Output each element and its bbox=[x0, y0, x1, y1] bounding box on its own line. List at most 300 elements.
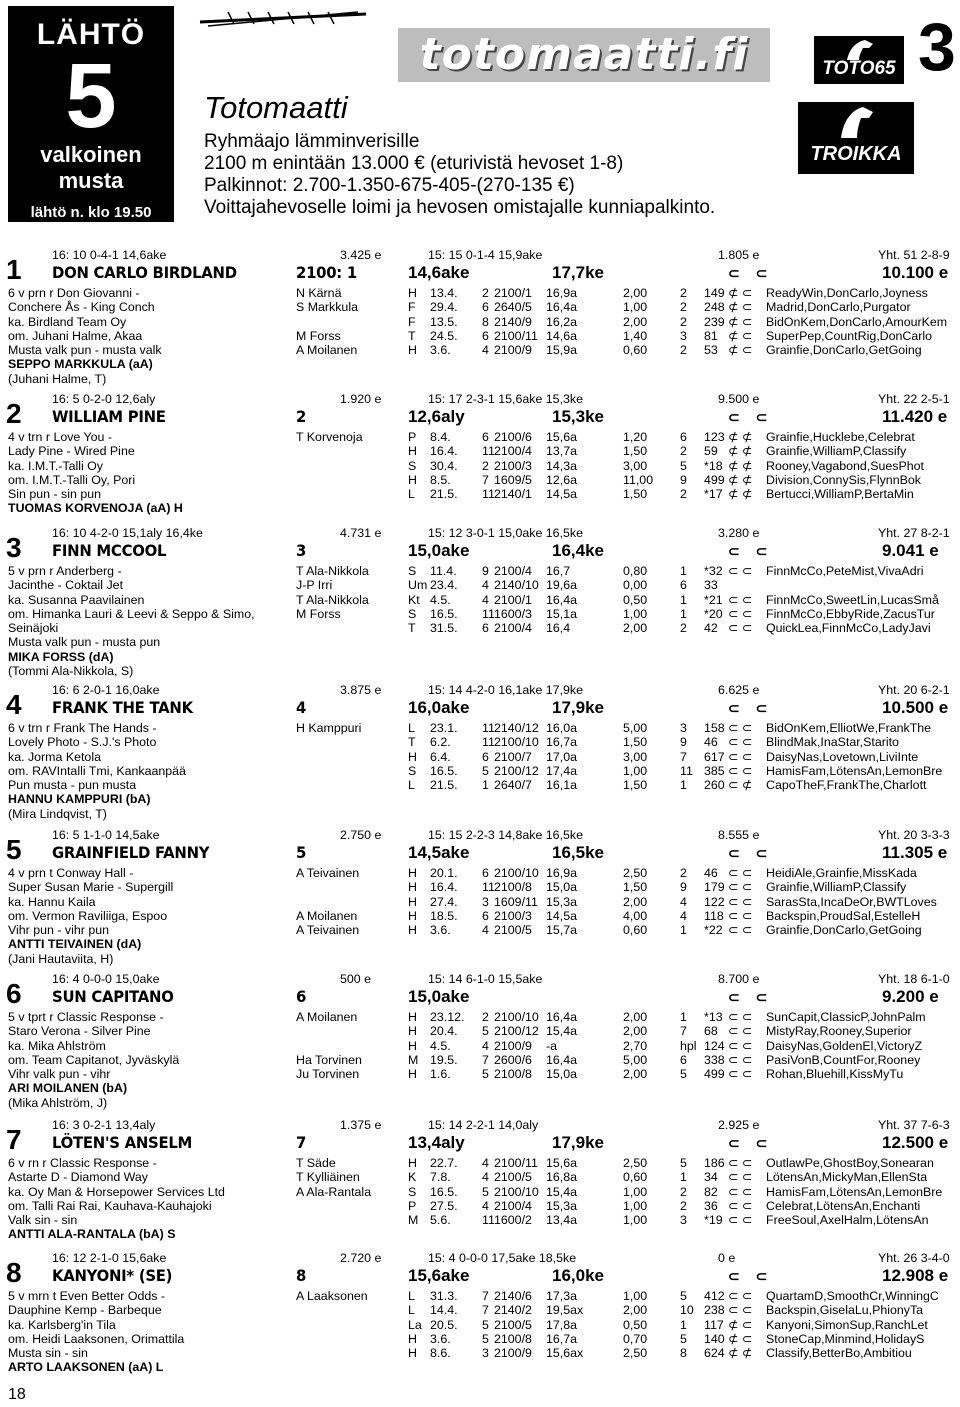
start-top: Grainfie,DonCarlo,GetGoing bbox=[766, 923, 922, 938]
start-prize: 248 bbox=[704, 300, 725, 315]
total-earnings: 9.041 e bbox=[882, 541, 939, 560]
start-row bbox=[0, 1303, 960, 1317]
start-eq: ⊄ ⊂ bbox=[728, 314, 753, 329]
start-place: 2 bbox=[680, 286, 687, 300]
start-time: 14,5a bbox=[546, 908, 578, 923]
horse-detail-line: Lady Pine - Wired Pine bbox=[8, 444, 135, 459]
start-track: P bbox=[408, 430, 417, 444]
start-driver: A Moilanen bbox=[296, 343, 358, 358]
start-time: 17,8a bbox=[546, 1317, 578, 1332]
total-earnings: 11.305 e bbox=[882, 843, 948, 862]
start-track: S bbox=[408, 564, 417, 578]
start-post: 11 bbox=[482, 1213, 495, 1228]
start-dist: 2100/12 bbox=[494, 763, 539, 778]
start-prize: *22 bbox=[704, 923, 723, 938]
start-track: Um bbox=[408, 578, 428, 593]
stats-2015: 15: 14 6-1-0 15,5ake bbox=[428, 972, 543, 986]
start-post: 6 bbox=[482, 621, 489, 636]
recent-starts bbox=[0, 286, 960, 357]
start-prize: 186 bbox=[704, 1156, 725, 1170]
start-post: 11 bbox=[482, 735, 495, 750]
recent-starts bbox=[0, 1156, 960, 1227]
start-place: 5 bbox=[680, 1331, 687, 1346]
stats-2016: 16: 3 0-2-1 13,4aly bbox=[52, 1118, 156, 1132]
start-row bbox=[0, 721, 960, 735]
start-row bbox=[0, 1332, 960, 1346]
start-place: 3 bbox=[680, 721, 687, 735]
stats-2015: 15: 14 4-2-0 16,1ake 17,9ke bbox=[428, 683, 583, 697]
driver-name: MIKA FORSS (dA) bbox=[8, 649, 114, 664]
race-color-2: musta bbox=[58, 168, 124, 193]
career-total: Yht. 51 2-8-9 bbox=[878, 248, 950, 262]
start-track: H bbox=[408, 1067, 417, 1082]
start-track: T bbox=[408, 621, 416, 636]
recent-starts bbox=[0, 721, 960, 792]
start-date: 16.5. bbox=[430, 1184, 458, 1199]
start-row bbox=[0, 1010, 960, 1024]
driver-name: ARTO LAAKSONEN (aA) L bbox=[8, 1360, 164, 1375]
start-eq: ⊂ ⊂ bbox=[728, 1024, 753, 1039]
start-post: 5 bbox=[482, 1067, 489, 1082]
start-time: 14,5a bbox=[546, 487, 578, 502]
start-top: Grainfie,DonCarlo,GetGoing bbox=[766, 343, 922, 358]
start-date: 30.4. bbox=[430, 458, 458, 473]
start-number: 8 bbox=[6, 1257, 22, 1288]
start-place: 5 bbox=[680, 1067, 687, 1082]
start-top: FinnMcCo,SweetLin,LucasSmå bbox=[766, 592, 939, 607]
start-dist: 2100/11 bbox=[494, 328, 538, 343]
start-driver: J-P Irri bbox=[296, 578, 333, 593]
start-prize: 117 bbox=[704, 1317, 724, 1332]
post-position: 3 bbox=[296, 541, 307, 560]
start-odds: 3,00 bbox=[623, 749, 648, 764]
start-driver: T Kylliäinen bbox=[296, 1170, 360, 1185]
start-row bbox=[0, 1289, 960, 1303]
start-odds: 0,00 bbox=[623, 578, 648, 593]
start-row bbox=[0, 1213, 960, 1227]
horse-detail-line: ka. Oy Man & Horsepower Services Ltd bbox=[8, 1184, 225, 1199]
start-date: 4.5. bbox=[430, 592, 451, 607]
start-odds: 1,50 bbox=[623, 778, 648, 793]
total-earnings: 10.100 e bbox=[882, 263, 949, 282]
start-track: H bbox=[408, 749, 417, 764]
start-prize: 617 bbox=[704, 749, 725, 764]
start-track: L bbox=[408, 1303, 415, 1318]
start-eq: ⊂ ⊂ bbox=[728, 1156, 753, 1170]
start-row bbox=[0, 315, 960, 329]
start-top: HamisFam,LötensAn,LemonBre bbox=[766, 763, 943, 778]
start-row bbox=[0, 778, 960, 792]
start-time: 17,3a bbox=[546, 1289, 578, 1303]
horse-head-icon bbox=[831, 104, 881, 140]
start-eq: ⊂ ⊂ bbox=[728, 1010, 753, 1024]
horse-detail-line: Staro Verona - Silver Pine bbox=[8, 1024, 151, 1039]
start-prize: 42 bbox=[704, 621, 718, 636]
start-dist: 1600/2 bbox=[494, 1213, 532, 1228]
horse-detail-line: ka. Birdland Team Oy bbox=[8, 314, 127, 329]
start-track: H bbox=[408, 1010, 417, 1024]
start-prize: 82 bbox=[704, 1184, 718, 1199]
start-eq: ⊄ ⊄ bbox=[728, 430, 753, 444]
start-post: 2 bbox=[482, 1010, 489, 1024]
start-row bbox=[0, 578, 960, 592]
start-date: 20.5. bbox=[430, 1317, 458, 1332]
start-top: PasiVonB,CountFor,Rooney bbox=[766, 1052, 921, 1067]
start-eq: ⊄ ⊄ bbox=[728, 472, 753, 487]
horse-detail-line: om. Team Capitanot, Jyväskylä bbox=[8, 1052, 180, 1067]
career-total: Yht. 22 2-5-1 bbox=[878, 392, 950, 406]
start-track: L bbox=[408, 1289, 415, 1303]
start-eq: ⊂ ⊂ bbox=[728, 1170, 753, 1185]
start-dist: 2100/8 bbox=[494, 1067, 532, 1082]
start-track: T bbox=[408, 735, 416, 750]
start-date: 6.2. bbox=[430, 735, 451, 750]
start-driver: N Kärnä bbox=[296, 286, 342, 300]
start-row bbox=[0, 564, 960, 578]
horse-name: GRAINFIELD FANNY bbox=[52, 843, 210, 862]
start-date: 11.4. bbox=[430, 564, 457, 578]
start-date: 31.5. bbox=[430, 621, 458, 636]
horse-detail-line: (Mika Ahlström, J) bbox=[8, 1095, 108, 1110]
start-driver: A Laaksonen bbox=[296, 1289, 368, 1303]
recent-starts bbox=[0, 1289, 960, 1360]
start-prize: 123 bbox=[704, 430, 725, 444]
start-top: CapoTheF,FrankThe,Charlott bbox=[766, 778, 927, 793]
start-track: H bbox=[408, 343, 417, 358]
start-prize: *18 bbox=[704, 458, 723, 473]
start-dist: 2100/9 bbox=[494, 1038, 532, 1053]
start-place: 4 bbox=[680, 894, 687, 909]
start-date: 16.5. bbox=[430, 763, 458, 778]
start-dist: 2140/6 bbox=[494, 1289, 532, 1303]
toto65-logo bbox=[814, 36, 904, 84]
start-date: 27.5. bbox=[430, 1198, 458, 1213]
horse-entry bbox=[0, 683, 960, 823]
start-dist: 2100/10 bbox=[494, 1010, 539, 1024]
stats-2016: 16: 5 0-2-0 12,6aly bbox=[52, 392, 156, 406]
start-odds: 2,70 bbox=[623, 1038, 648, 1053]
earnings-2015: 1.805 e bbox=[718, 248, 760, 262]
stats-2015: 15: 14 2-2-1 14,0aly bbox=[428, 1118, 539, 1132]
start-odds: 2,00 bbox=[623, 1067, 648, 1082]
horse-name: SUN CAPITANO bbox=[52, 987, 174, 1006]
earnings-2015: 0 e bbox=[718, 1251, 736, 1265]
start-row bbox=[0, 329, 960, 343]
best-record-auto: 16,0ake bbox=[408, 698, 470, 717]
race-condition-line: Ryhmäajo lämminverisille bbox=[204, 131, 420, 152]
start-top: QuickLea,FinnMcCo,LadyJavi bbox=[766, 621, 931, 636]
start-prize: 179 bbox=[704, 880, 725, 895]
start-time: 12,6a bbox=[546, 472, 578, 487]
best-record-auto: 12,6aly bbox=[408, 407, 465, 426]
start-track: H bbox=[408, 894, 417, 909]
start-dist: 2140/2 bbox=[494, 1303, 532, 1318]
start-date: 21.5. bbox=[430, 487, 458, 502]
start-place: 2 bbox=[680, 300, 687, 315]
start-track: S bbox=[408, 1184, 417, 1199]
start-top: ReadyWin,DonCarlo,Joyness bbox=[766, 286, 928, 300]
start-top: Grainfie,Hucklebe,Celebrat bbox=[766, 430, 915, 444]
start-prize: 158 bbox=[704, 721, 725, 735]
start-top: SarasSta,IncaDeOr,BWTLoves bbox=[766, 894, 937, 909]
start-driver: A Teivainen bbox=[296, 923, 360, 938]
best-record-auto: 15,6ake bbox=[408, 1266, 470, 1285]
post-position: 8 bbox=[296, 1266, 307, 1285]
stats-2015: 15: 12 3-0-1 15,0ake 16,5ke bbox=[428, 526, 583, 540]
start-odds: 1,50 bbox=[623, 735, 648, 750]
start-number: 4 bbox=[6, 689, 22, 720]
best-record-volt: 17,7ke bbox=[552, 263, 604, 282]
driver-name: ANTTI TEIVAINEN (dA) bbox=[8, 937, 142, 952]
start-dist: 2640/5 bbox=[494, 300, 532, 315]
earnings-2015: 8.700 e bbox=[718, 972, 760, 986]
start-time: 16,2a bbox=[546, 314, 578, 329]
shoe-icons: ⊂ ⊂ bbox=[728, 265, 774, 281]
driver-name: ARI MOILANEN (bA) bbox=[8, 1081, 128, 1096]
start-row bbox=[0, 473, 960, 487]
start-odds: 1,50 bbox=[623, 487, 648, 502]
start-eq: ⊂ ⊂ bbox=[728, 1198, 753, 1213]
start-odds: 2,00 bbox=[623, 621, 648, 636]
start-odds: 11,00 bbox=[623, 472, 654, 487]
stats-2016: 16: 10 0-4-1 14,6ake bbox=[52, 248, 167, 262]
total-earnings: 12.500 e bbox=[882, 1133, 949, 1152]
start-odds: 0,80 bbox=[623, 564, 648, 578]
start-dist: 2100/8 bbox=[494, 1331, 532, 1346]
start-prize: 122 bbox=[704, 894, 725, 909]
start-track: H bbox=[408, 1331, 417, 1346]
horse-name: FINN MCCOOL bbox=[52, 541, 167, 560]
start-odds: 1,00 bbox=[623, 763, 648, 778]
stats-2015: 15: 17 2-3-1 15,6ake 15,3ke bbox=[428, 392, 583, 406]
start-eq: ⊂ ⊂ bbox=[728, 763, 753, 778]
start-dist: 2140/10 bbox=[494, 578, 539, 593]
start-place: 5 bbox=[680, 1156, 687, 1170]
start-top: Madrid,DonCarlo,Purgator bbox=[766, 300, 911, 315]
horse-detail-line: om. Talli Rai Rai, Kauhava-Kauhajoki bbox=[8, 1198, 212, 1213]
start-number: 3 bbox=[6, 532, 22, 563]
start-top: FinnMcCo,EbbyRide,ZacusTur bbox=[766, 606, 935, 621]
horse-head-icon bbox=[839, 38, 879, 62]
start-top: QuartamD,SmoothCr,WinningC bbox=[766, 1289, 939, 1303]
start-post: 4 bbox=[482, 1198, 489, 1213]
start-time: 15,0a bbox=[546, 1067, 578, 1082]
start-place: 8 bbox=[680, 1346, 687, 1361]
start-place: 1 bbox=[680, 592, 687, 607]
horse-detail-line: Musta valk pun - musta pun bbox=[8, 635, 161, 650]
start-track: H bbox=[408, 1346, 417, 1361]
start-time: 15,4a bbox=[546, 1184, 578, 1199]
start-dist: 2100/5 bbox=[494, 1317, 532, 1332]
start-top: Grainfie,WilliamP,Classify bbox=[766, 444, 907, 459]
start-row bbox=[0, 343, 960, 357]
start-odds: 0,60 bbox=[623, 1170, 648, 1185]
earnings-2015: 9.500 e bbox=[718, 392, 760, 406]
stats-2016: 16: 6 2-0-1 16,0ake bbox=[52, 683, 160, 697]
start-driver: T Ala-Nikkola bbox=[296, 564, 369, 578]
career-total: Yht. 20 6-2-1 bbox=[878, 683, 950, 697]
start-eq: ⊂ ⊂ bbox=[728, 621, 753, 636]
start-post: 6 bbox=[482, 300, 489, 315]
brand-title: Totomaatti bbox=[204, 90, 348, 125]
start-post: 6 bbox=[482, 749, 489, 764]
best-record-volt: 17,9ke bbox=[552, 1133, 604, 1152]
start-dist: 2140/12 bbox=[494, 721, 539, 735]
horse-entry bbox=[0, 828, 960, 968]
start-post: 2 bbox=[482, 286, 489, 300]
start-time: 16,4a bbox=[546, 592, 578, 607]
start-track: T bbox=[408, 328, 416, 343]
start-dist: 2100/4 bbox=[494, 1198, 532, 1213]
start-dist: 2140/1 bbox=[494, 487, 532, 502]
start-prize: 36 bbox=[704, 1198, 718, 1213]
start-odds: 2,50 bbox=[623, 866, 648, 880]
start-top: Backspin,GiselaLu,PhionyTa bbox=[766, 1303, 924, 1318]
start-dist: 2100/3 bbox=[494, 458, 532, 473]
start-top: Kanyoni,SimonSup,RanchLet bbox=[766, 1317, 928, 1332]
start-track: Kt bbox=[408, 592, 420, 607]
horse-detail-line: Jacinthe - Coktail Jet bbox=[8, 578, 124, 593]
start-prize: 59 bbox=[704, 444, 718, 459]
start-place: 9 bbox=[680, 735, 687, 750]
start-row bbox=[0, 430, 960, 444]
shoe-icons: ⊂ ⊂ bbox=[728, 409, 774, 425]
horse-entry bbox=[0, 392, 960, 532]
start-odds: 1,50 bbox=[623, 444, 648, 459]
horse-detail-line: Lovely Photo - S.J.'s Photo bbox=[8, 735, 157, 750]
start-track: M bbox=[408, 1052, 419, 1067]
start-time: 19,6a bbox=[546, 578, 578, 593]
start-time: lähtö n. klo 19.50 bbox=[30, 204, 152, 221]
start-date: 19.5. bbox=[430, 1052, 458, 1067]
start-odds: 0,50 bbox=[623, 1317, 648, 1332]
start-time: 16,7 bbox=[546, 564, 571, 578]
horse-detail-line: om. Juhani Halme, Akaa bbox=[8, 328, 143, 343]
start-eq: ⊂ ⊂ bbox=[728, 606, 753, 621]
start-post: 5 bbox=[482, 1331, 489, 1346]
horse-detail-line: (Juhani Halme, T) bbox=[8, 371, 107, 386]
total-earnings: 11.420 e bbox=[882, 407, 948, 426]
start-prize: 499 bbox=[704, 472, 725, 487]
start-dist: 1600/3 bbox=[494, 606, 532, 621]
start-date: 21.5. bbox=[430, 778, 458, 793]
start-odds: 1,00 bbox=[623, 1184, 648, 1199]
start-date: 8.6. bbox=[430, 1346, 451, 1361]
start-track: M bbox=[408, 1213, 419, 1228]
horse-detail-line: Vihr valk pun - vihr bbox=[8, 1067, 111, 1082]
start-odds: 5,00 bbox=[623, 1052, 648, 1067]
start-track: P bbox=[408, 1198, 417, 1213]
horse-detail-line: (Jani Hautaviita, H) bbox=[8, 951, 114, 966]
start-odds: 2,00 bbox=[623, 314, 648, 329]
start-dist: 2100/7 bbox=[494, 749, 532, 764]
earnings-2015: 2.925 e bbox=[718, 1118, 760, 1132]
start-odds: 0,50 bbox=[623, 592, 648, 607]
start-date: 1.6. bbox=[430, 1067, 451, 1082]
recent-starts bbox=[0, 564, 960, 635]
start-top: Rooney,Vagabond,SuesPhot bbox=[766, 458, 924, 473]
start-top: Classify,BetterBo,Ambitiou bbox=[766, 1346, 912, 1361]
race-label: LÄHTÖ bbox=[36, 18, 146, 51]
start-driver: A Teivainen bbox=[296, 866, 360, 880]
stats-2016: 16: 12 2-1-0 15,6ake bbox=[52, 1251, 167, 1265]
post-position: 2 bbox=[296, 407, 307, 426]
start-row bbox=[0, 286, 960, 300]
start-odds: 1,00 bbox=[623, 1289, 648, 1303]
start-driver: T Korvenoja bbox=[296, 430, 363, 444]
start-track: La bbox=[408, 1317, 422, 1332]
start-track: H bbox=[408, 444, 417, 459]
start-top: SunCapit,ClassicP,JohnPalm bbox=[766, 1010, 926, 1024]
start-place: 9 bbox=[680, 880, 687, 895]
start-time: 15,6a bbox=[546, 430, 578, 444]
start-row bbox=[0, 1039, 960, 1053]
start-dist: 2100/3 bbox=[494, 908, 532, 923]
troikka-logo bbox=[798, 102, 914, 174]
stats-2015: 15: 15 0-1-4 15,9ake bbox=[428, 248, 543, 262]
start-prize: *32 bbox=[704, 564, 723, 578]
horse-entry bbox=[0, 1118, 960, 1258]
horse-name: DON CARLO BIRDLAND bbox=[52, 263, 237, 282]
start-odds: 2,50 bbox=[623, 1156, 648, 1170]
start-eq: ⊂ ⊂ bbox=[728, 1213, 753, 1228]
start-eq: ⊄ ⊂ bbox=[728, 1317, 753, 1332]
start-dist: 2100/10 bbox=[494, 735, 539, 750]
start-place: 5 bbox=[680, 458, 687, 473]
start-place: 2 bbox=[680, 343, 687, 358]
page-number: 18 bbox=[8, 1386, 26, 1403]
start-place: 10 bbox=[680, 1303, 694, 1318]
start-top: OutlawPe,GhostBoy,Sonearan bbox=[766, 1156, 934, 1170]
start-row bbox=[0, 750, 960, 764]
start-top: BidOnKem,DonCarlo,AmourKem bbox=[766, 314, 948, 329]
best-record-volt: 16,5ke bbox=[552, 843, 604, 862]
start-top: Celebrat,LötensAn,Enchanti bbox=[766, 1198, 921, 1213]
start-dist: 2140/9 bbox=[494, 314, 532, 329]
start-post: 5 bbox=[482, 1024, 489, 1039]
start-odds: 0,60 bbox=[623, 343, 648, 358]
start-prize: 499 bbox=[704, 1067, 725, 1082]
start-prize: 239 bbox=[704, 314, 725, 329]
start-row bbox=[0, 909, 960, 923]
start-time: 15,3a bbox=[546, 894, 578, 909]
horse-detail-line: Super Susan Marie - Supergill bbox=[8, 880, 174, 895]
start-post: 6 bbox=[482, 908, 489, 923]
start-odds: 1,50 bbox=[623, 880, 648, 895]
horse-name: KANYONI* (SE) bbox=[52, 1266, 173, 1285]
start-post: 4 bbox=[482, 578, 489, 593]
start-time: 15,4a bbox=[546, 1024, 578, 1039]
start-place: 1 bbox=[680, 1010, 687, 1024]
start-odds: 2,00 bbox=[623, 1010, 648, 1024]
brand-banner bbox=[398, 28, 770, 82]
start-row bbox=[0, 593, 960, 607]
best-record-volt: 16,0ke bbox=[552, 1266, 604, 1285]
start-dist: 2100/4 bbox=[494, 564, 532, 578]
start-date: 3.6. bbox=[430, 923, 451, 938]
career-total: Yht. 27 8-2-1 bbox=[878, 526, 950, 540]
start-odds: 2,00 bbox=[623, 1024, 648, 1039]
start-post: 8 bbox=[482, 314, 489, 329]
start-date: 23.4. bbox=[430, 578, 458, 593]
stats-2016: 16: 10 4-2-0 15,1aly 16,4ke bbox=[52, 526, 203, 540]
horse-detail-line: ka. Jorma Ketola bbox=[8, 749, 101, 764]
horse-detail-line: 5 v mrn t Even Better Odds - bbox=[8, 1289, 166, 1303]
start-date: 13.4. bbox=[430, 286, 458, 300]
earnings-2016: 2.750 e bbox=[340, 828, 382, 842]
start-top: Division,ConnySis,FlynnBok bbox=[766, 472, 921, 487]
shoe-icons: ⊂ ⊂ bbox=[728, 1135, 774, 1151]
